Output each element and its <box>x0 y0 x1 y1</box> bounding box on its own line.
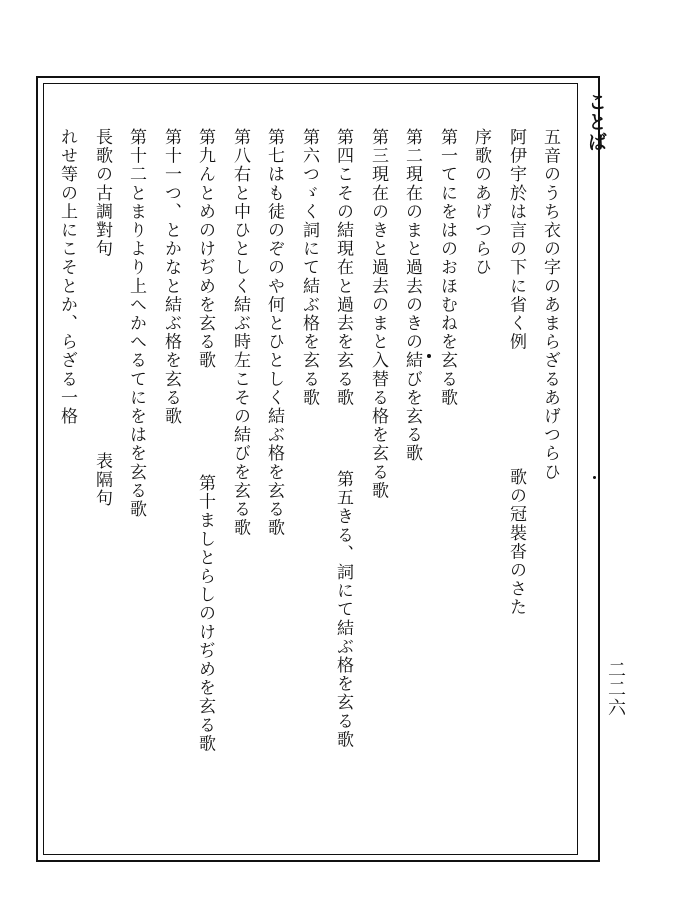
toc-line: 阿伊宇於は言の下に省く例 <box>506 128 526 352</box>
toc-line: 第五きる、詞にて結ぶ格を玄る歌 <box>333 470 353 749</box>
running-header: ことば <box>585 92 607 152</box>
toc-line: 序歌のあげつらひ <box>471 128 491 277</box>
toc-line: 第三現在のきと過去のまと入替る格を玄る歌 <box>368 128 388 500</box>
toc-line: 歌の冠裝沓のさた <box>506 468 526 617</box>
toc-line: 第六つゞく詞にて結ぶ格を玄る歌 <box>299 128 319 407</box>
toc-line: 第一てにをはのおほむねを玄る歌 <box>437 128 457 407</box>
toc-line: 第十二とまりより上へかへるてにをはを玄る歌 <box>126 128 146 519</box>
toc-line: れせ等の上にこそとか、らざる一格 <box>57 128 77 426</box>
print-speck <box>593 476 596 479</box>
toc-line: 第八右と中ひとしく結ぶ時左こその結びを玄る歌 <box>230 128 250 538</box>
toc-line: 長歌の古調對句 <box>92 128 112 259</box>
toc-line: 第十一つ、とかなと結ぶ格を玄る歌 <box>161 128 181 426</box>
toc-line: 第四こその結現在と過去を玄る歌 <box>333 128 353 407</box>
print-speck <box>427 354 431 358</box>
toc-line: 表隔句 <box>92 452 112 508</box>
toc-line: 第九んとめのけぢめを玄る歌 <box>195 128 215 370</box>
page-number: 二二六 <box>605 660 626 717</box>
toc-line: 五音のうち衣の字のあまらざるあげつらひ <box>540 128 560 482</box>
toc-line: 第十ましとらしのけぢめを玄る歌 <box>195 474 215 753</box>
toc-line: 第七はも徒のぞのや何とひとしく結ぶ格を玄る歌 <box>264 128 284 538</box>
toc-line: 第二現在のまと過去のきの結びを玄る歌 <box>402 128 422 463</box>
